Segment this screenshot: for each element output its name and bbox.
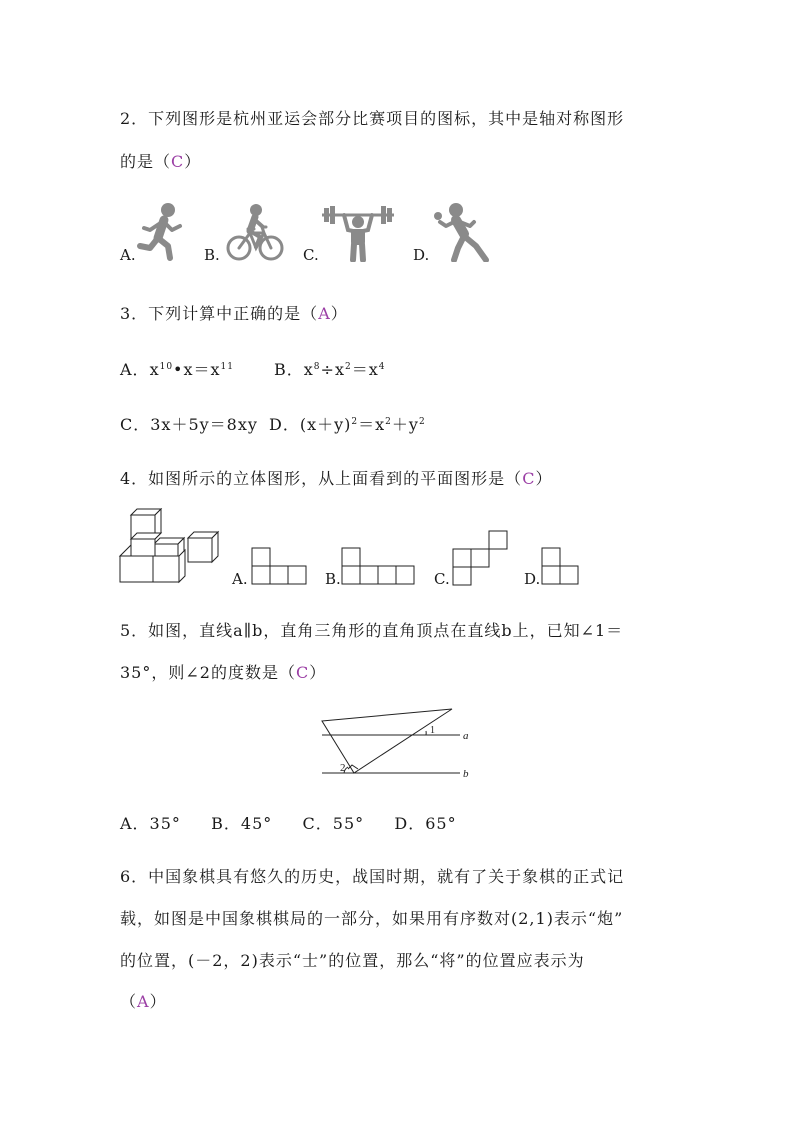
q4-stem: 4．如图所示的立体图形，从上面看到的平面图形是（C）	[120, 469, 553, 488]
q6-answer: A	[137, 992, 150, 1011]
q5-choices: A．35° B．45° C．55° D．65°	[120, 814, 457, 833]
q3-option-c: C．3x＋5y＝8xy	[120, 415, 258, 434]
q4-option-d: D.	[524, 570, 541, 588]
cube-solid-figure	[118, 508, 226, 584]
q6-stem-line2: 载，如图是中国象棋棋局的一部分，如果用有序数对(2,1)表示“炮”	[120, 909, 624, 928]
cycling-icon	[226, 203, 284, 263]
q4-option-c-figure	[452, 530, 508, 586]
q6-stem-line4: （A）	[120, 992, 167, 1011]
q4-option-b-figure	[341, 547, 415, 585]
q3-answer: A	[318, 304, 331, 323]
line-b-label: b	[463, 768, 469, 780]
table-tennis-icon	[430, 202, 492, 262]
q2-stem-line1: 2．下列图形是杭州亚运会部分比赛项目的图标，其中是轴对称图形	[120, 109, 625, 128]
q2-option-a: A.	[120, 246, 136, 264]
q4-option-a-figure	[251, 547, 307, 585]
q3-option-b: B．$x^8\div x^2=x^4$	[274, 360, 386, 379]
angle-1-label: 1	[430, 725, 435, 736]
q2-answer: C	[171, 152, 185, 171]
q2-option-d: D.	[413, 246, 430, 264]
q4-answer: C	[522, 469, 536, 488]
q6-stem-line1: 6．中国象棋具有悠久的历史，战国时期，就有了关于象棋的正式记	[120, 867, 625, 886]
running-icon	[136, 200, 186, 262]
parallel-lines-triangle-figure	[318, 704, 478, 780]
q3-option-d: D．$(x+y)^2=x^2+y^2$	[269, 415, 426, 434]
q6-stem-line3: 的位置，(－2，2)表示“士”的位置，那么“将”的位置应表示为	[120, 951, 585, 970]
q4-option-c: C.	[434, 570, 450, 588]
q5-stem-line1: 5．如图，直线a∥b，直角三角形的直角顶点在直线b上，已知∠1＝	[120, 621, 624, 640]
q4-option-b: B.	[325, 570, 341, 588]
q2-option-b: B.	[204, 246, 220, 264]
q4-option-a: A.	[232, 570, 248, 588]
q3-option-a: A．$x^{10}•x=x^{11}$	[120, 360, 234, 379]
q5-stem-line2: 35°，则∠2的度数是（C）	[120, 663, 327, 682]
q4-option-d-figure	[541, 547, 579, 585]
q2-stem-line2: 的是（C）	[120, 152, 202, 171]
q5-answer: C	[295, 663, 310, 682]
q3-stem: 3．下列计算中正确的是（A）	[120, 304, 348, 323]
angle-2-label: 2	[340, 762, 346, 774]
line-a-label: a	[463, 730, 469, 742]
weightlifting-icon	[322, 200, 394, 262]
q2-option-c: C.	[303, 246, 319, 264]
